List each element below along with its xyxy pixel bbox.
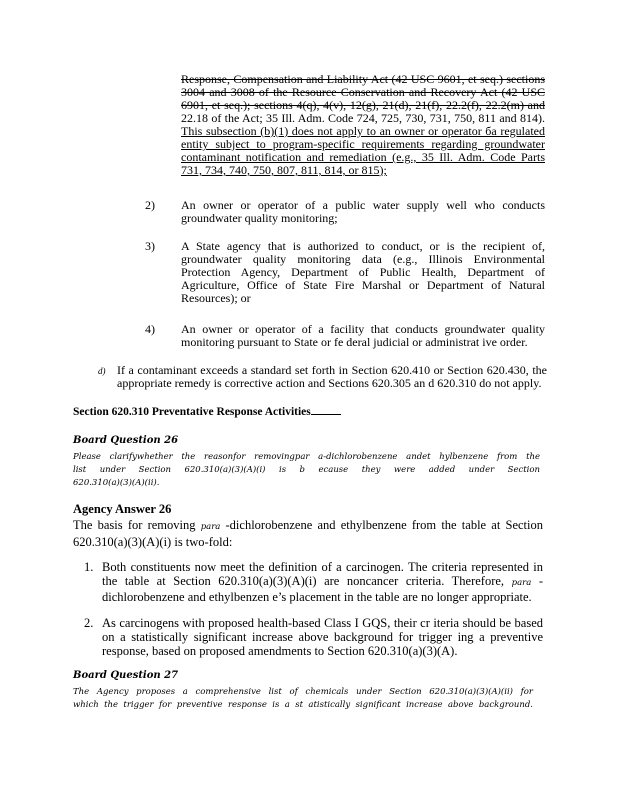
section-heading-text: Section 620.310 Preventative Response Activities <box>73 406 311 418</box>
item-2-number: 2) <box>145 198 155 212</box>
answer-list-item-2-number: 2. <box>84 616 94 630</box>
board-question-26-line: list under Section 620.310(a)(3)(A)(i) is b ecause they were added under Section <box>73 465 540 475</box>
item-4-text: An owner or operator of a facility that conducts groundwater quality monitoring pursuant to State or fe deral judicial or administrat ive order. <box>181 322 545 349</box>
board-question-27-line: which the trigger for preventive response is a st atistically significant increase above background. <box>73 700 533 710</box>
para-italic: para <box>511 578 532 588</box>
section-heading <box>73 406 341 418</box>
item-2-text: An owner or operator of a public water supply well who conducts groundwater quality monitoring; <box>181 198 545 225</box>
para-italic: para <box>200 522 221 532</box>
answer-list-item-1-number: 1. <box>84 560 94 574</box>
answer-list-item-2-text: As carcinogens with proposed health-based Class I GQS, their cr iteria should be based on a statistically significant increase above background for trigger ing a preventive response, based on proposed amendments to Section 620.310(a)(3)(A). <box>102 616 543 658</box>
inserted-text: This subsection (b)(1) does not apply to an owner or operator бa regulated entity subject to program-specific requirements regarding groundwater contaminant notification and remediation (e.g., 35 Ill. Adm. Code Parts 731, 734, 740, 750, 807, 811, 814, or 815); <box>181 124 545 177</box>
agency-answer-26-title: Agency Answer 26 <box>73 502 172 516</box>
subsection-d-label: d) <box>98 366 106 376</box>
board-question-27-title: Board Question 27 <box>73 670 179 681</box>
item-3-number: 3) <box>145 239 155 253</box>
item-3-text: A State agency that is authorized to conduct, or is the recipient of, groundwater quality monitoring data (e.g., Illinois Environmental Protection Agency, Department of Public Health, Department of Agriculture, Office of State Fire Marshal or Department of Natural Resources); or <box>181 239 545 305</box>
answer-list-item-1-text: Both constituents now meet the definition of a carcinogen. The criteria represented in the table at Section 620.310(a)(3)(A)(i) are noncancer criteria. Therefore, para - dichlorobenzene and ethylbenzen e’s placement in the table are no longer appropriate. <box>102 560 543 604</box>
subsection-d-text: If a contaminant exceeds a standard set forth in Section 620.410 or Section 620.430, the appropriate remedy is corrective action and Sections 620.305 an d 620.310 do not apply. <box>117 363 547 390</box>
heading-underline <box>311 414 341 415</box>
item-4-number: 4) <box>145 322 155 336</box>
board-question-26-line: 620.310(a)(3)(A)(ii). <box>73 478 160 488</box>
board-question-26-line: Please clarifywhether the reasonfor removingpar a-dichlorobenzene andet hylbenzene from the <box>73 452 540 462</box>
struck-text: Response, Compensation and Liability Act (42 USC 9601, et seq.) sections 3004 and 3008 of the Resource Conservation and Recovery Act (42 USC 6901, et seq.); sections 4(q), 4(v), 12(g), 21(d), 21(f), 22.2(f), 22.2(m) and <box>181 72 545 112</box>
retained-text: 22.18 of the Act; 35 Ill. Adm. Code 724, 725, 730, 731, 750, 811 and 814). <box>181 111 545 125</box>
board-question-27-line: The Agency proposes a comprehensive list of chemicals under Section 620.310(a)(3)(A)(ii) for <box>73 687 533 697</box>
board-question-26-title: Board Question 26 <box>73 435 179 446</box>
agency-answer-26-intro: The basis for removing para -dichlorobenzene and ethylbenzene from the table at Section 620.310(a)(3)(A)(i) is two-fold: <box>73 518 543 549</box>
subsection-b1-text <box>181 73 545 177</box>
